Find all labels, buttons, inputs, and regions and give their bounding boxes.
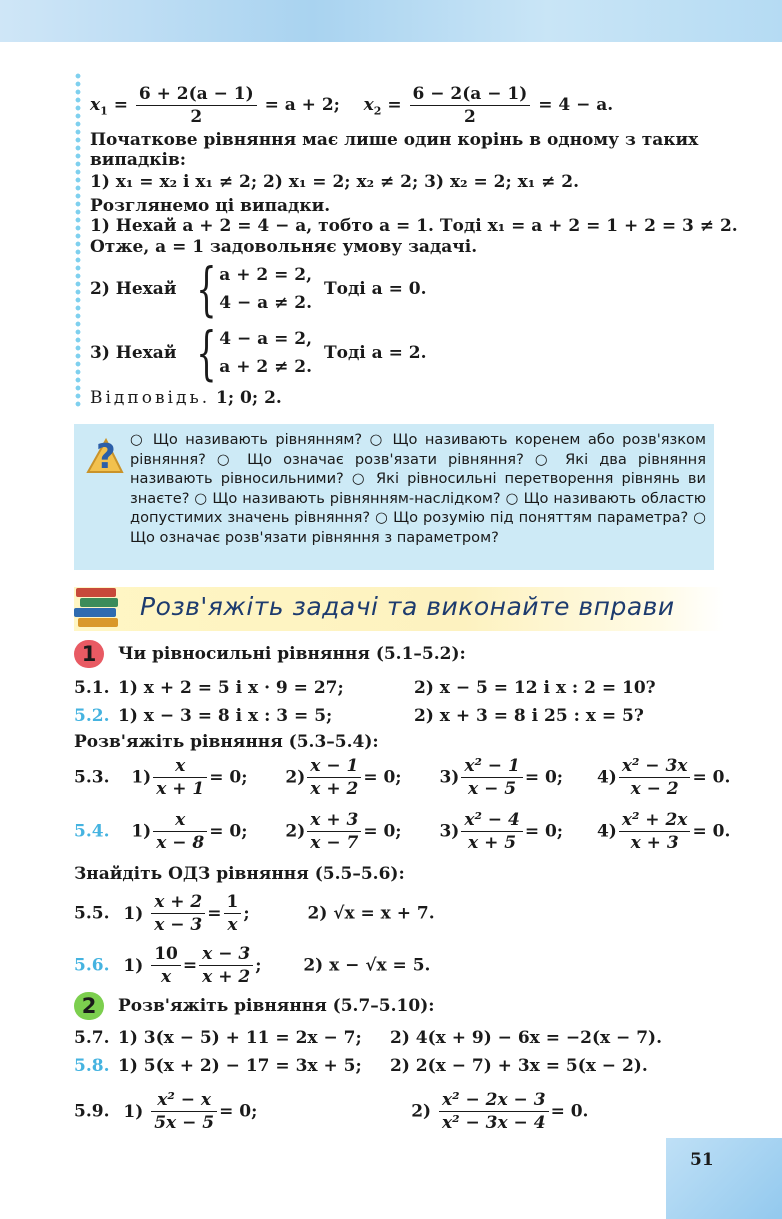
case3-label: 3) Нехай	[90, 343, 177, 363]
exercise-5-9-number: 5.9.	[74, 1101, 110, 1122]
exercise-5-4-item-1: 1) $\frac{x}{x - 8}$ = 0;	[131, 810, 248, 853]
exercise-5-4-number: 5.4.	[74, 821, 110, 842]
level-2-badge: 2	[74, 992, 104, 1020]
page-number: 51	[690, 1150, 714, 1170]
exercise-5-5-right-fraction: $\frac{1}{x}$	[224, 892, 242, 935]
x1-result: = a + 2;	[264, 95, 340, 115]
exercise-5-5-part2: 2) √x = x + 7.	[307, 903, 435, 924]
exercise-5-3-item-4: 4) $\frac{\text{x² − 3x}}{x - 2}$ = 0.	[596, 756, 731, 799]
solution-text-line-2: випадків:	[90, 150, 187, 170]
answer-label: Відповідь.	[90, 388, 211, 408]
case1-conclusion: Отже, a = 1 задовольняє умову задачі.	[90, 237, 478, 257]
exercise-5-7-number: 5.7.	[74, 1028, 110, 1048]
level-1-badge: 1	[74, 640, 104, 668]
exercise-5-8-part1: 1) 5(x + 2) − 17 = 3x + 5;	[118, 1056, 362, 1076]
solution-text-line-1: Початкове рівняння має лише один корінь в одному з таких	[90, 130, 699, 150]
x1-fraction	[136, 84, 257, 127]
dotted-margin-decoration	[74, 72, 82, 408]
case2-label: 2) Нехай	[90, 279, 177, 299]
books-icon	[72, 580, 124, 632]
exercise-5-9-fraction-2: $\frac{\text{x² − 2x − 3}}{\text{x² − 3x − 4}}$	[439, 1090, 549, 1133]
x1-subscript: 1	[100, 104, 108, 118]
exercise-5-8-part2: 2) 2(x − 7) + 3x = 5(x − 2).	[390, 1056, 648, 1076]
exercise-5-2-part1: 1) x − 3 = 8 і x : 3 = 5;	[118, 706, 333, 726]
x1-numerator: 6 + 2(a − 1)	[136, 84, 257, 106]
exercise-5-4-row	[74, 810, 730, 853]
brace-symbol: {	[196, 255, 217, 323]
case2-result: Тоді a = 0.	[323, 279, 427, 299]
case2-line	[90, 255, 427, 323]
exercise-5-7-part2: 2) 4(x + 9) − 6x = −2(x − 7).	[390, 1028, 662, 1048]
exercise-5-4-item-2: 2) $\frac{x + 3}{x - 7}$ = 0;	[285, 810, 402, 853]
exercise-5-3-item-3: 3) $\frac{\text{x² − 1}}{x - 5}$ = 0;	[439, 756, 564, 799]
level1-heading-2: Розв'яжіть рівняння (5.3–5.4):	[74, 732, 379, 752]
level2-heading: Розв'яжіть рівняння (5.7–5.10):	[118, 996, 435, 1016]
exercise-5-1-part2: 2) x − 5 = 12 і x : 2 = 10?	[414, 678, 656, 698]
review-questions-text: ○ Що називають рівнянням? ○ Що називають коренем або розв'язком рівняння? ○ Що означає розв'язати рівняння? ○ Які два рівняння називають рівносильними? ○ Які рівносильні перетворення рівнянь ви знаєте? ○ Що називають рівнянням-наслідком? ○ Що називають областю допустимих значень рівняння? ○ Що розумію під поняттям параметра? ○ Що означає розв'язати рівняння з параметром?	[130, 431, 706, 546]
case3-system	[188, 319, 313, 387]
exercise-5-4-item-3: 3) $\frac{\text{x² − 4}}{x + 5}$ = 0;	[439, 810, 564, 853]
x2-fraction	[410, 84, 531, 127]
exercise-5-4-item-4: 4) $\frac{\text{x² + 2x}}{x + 3}$ = 0.	[596, 810, 731, 853]
exercise-5-6-left-fraction: $\frac{10}{x}$	[151, 944, 181, 987]
exercise-5-3-item-2: 2) $\frac{x - 1}{x + 2}$ = 0;	[285, 756, 402, 799]
x2-subscript: 2	[373, 104, 382, 118]
exercise-5-5-row: 5.5. 1) $\frac{x + 2}{x - 3}$ = $\frac{1}{x}$ ; 2) √x = x + 7.	[74, 892, 435, 935]
x1-symbol: x	[90, 95, 101, 115]
exercise-5-5-number: 5.5.	[74, 903, 110, 924]
section-title: Розв'яжіть задачі та виконайте вправи	[140, 592, 675, 621]
exercise-5-6-right-fraction: $\frac{x - 3}{x + 2}$	[199, 944, 253, 987]
top-decorative-band	[0, 0, 782, 42]
case1-line: 1) Нехай a + 2 = 4 − a, тобто a = 1. Тоді x₁ = a + 2 = 1 + 2 = 3 ≠ 2.	[90, 216, 738, 236]
x2-result: = 4 − a.	[538, 95, 614, 115]
exercise-5-2-part2: 2) x + 3 = 8 і 25 : x = 5?	[414, 706, 644, 726]
x2-numerator: 6 − 2(a − 1)	[410, 84, 531, 106]
exercise-5-1-number: 5.1.	[74, 678, 110, 698]
answer-line	[90, 388, 282, 408]
svg-text:?: ?	[96, 437, 116, 477]
x2-denominator: 2	[463, 107, 476, 127]
brace-symbol: {	[196, 319, 217, 387]
roots-formula-line: $x_1$ = $\frac{6 + 2(a - 1)}{2}$ = a + 2; $x_2$ = $\frac{6 - 2(a - 1)}{2}$ = 4 − a.	[90, 84, 614, 127]
case3-row2: a + 2 ≠ 2.	[219, 357, 313, 377]
x2-symbol: x	[363, 95, 374, 115]
exercise-5-6-number: 5.6.	[74, 955, 110, 976]
exercise-5-3-item-1: 1) $\frac{x}{x + 1}$ = 0;	[131, 756, 248, 799]
case2-system	[188, 255, 313, 323]
case2-row1: a + 2 = 2,	[219, 265, 313, 285]
solution-cases-line: 1) x₁ = x₂ і x₁ ≠ 2; 2) x₁ = 2; x₂ ≠ 2; 3) x₂ = 2; x₁ ≠ 2.	[90, 172, 580, 192]
case3-result: Тоді a = 2.	[323, 343, 427, 363]
case3-row1: 4 − a = 2,	[219, 329, 313, 349]
question-mark-icon	[82, 432, 128, 478]
exercise-5-9-fraction-1: $\frac{\text{x² − x}}{5x - 5}$	[151, 1090, 217, 1133]
exercise-5-6-part2: 2) x − √x = 5.	[303, 955, 431, 976]
exercise-5-7-part1: 1) 3(x − 5) + 11 = 2x − 7;	[118, 1028, 362, 1048]
exercise-5-5-left-fraction: $\frac{x + 2}{x - 3}$	[151, 892, 205, 935]
exercise-5-1-part1: 1) x + 2 = 5 і x · 9 = 27;	[118, 678, 344, 698]
solution-text-line-3: Розглянемо ці випадки.	[90, 196, 331, 216]
answer-values: 1; 0; 2.	[216, 388, 282, 408]
exercise-5-9-row: 5.9. 1) $\frac{\text{x² − x}}{5x - 5}$ = 0; 2) $\frac{\text{x² − 2x − 3}}{\text{x² − 3x − 4}}$ = 0.	[74, 1090, 589, 1133]
level1-heading-3: Знайдіть ОДЗ рівняння (5.5–5.6):	[74, 864, 405, 884]
case3-line	[90, 319, 427, 387]
exercise-5-2-number: 5.2.	[74, 706, 110, 726]
level1-heading: Чи рівносильні рівняння (5.1–5.2):	[118, 644, 466, 664]
corner-decoration	[666, 1138, 782, 1219]
exercise-5-3-row	[74, 756, 730, 799]
case2-row2: 4 − a ≠ 2.	[219, 293, 313, 313]
exercise-5-6-row: 5.6. 1) $\frac{10}{x}$ = $\frac{x - 3}{x + 2}$ ; 2) x − √x = 5.	[74, 944, 431, 987]
x1-denominator: 2	[190, 107, 203, 127]
exercise-5-3-number: 5.3.	[74, 767, 110, 788]
exercise-5-8-number: 5.8.	[74, 1056, 110, 1076]
